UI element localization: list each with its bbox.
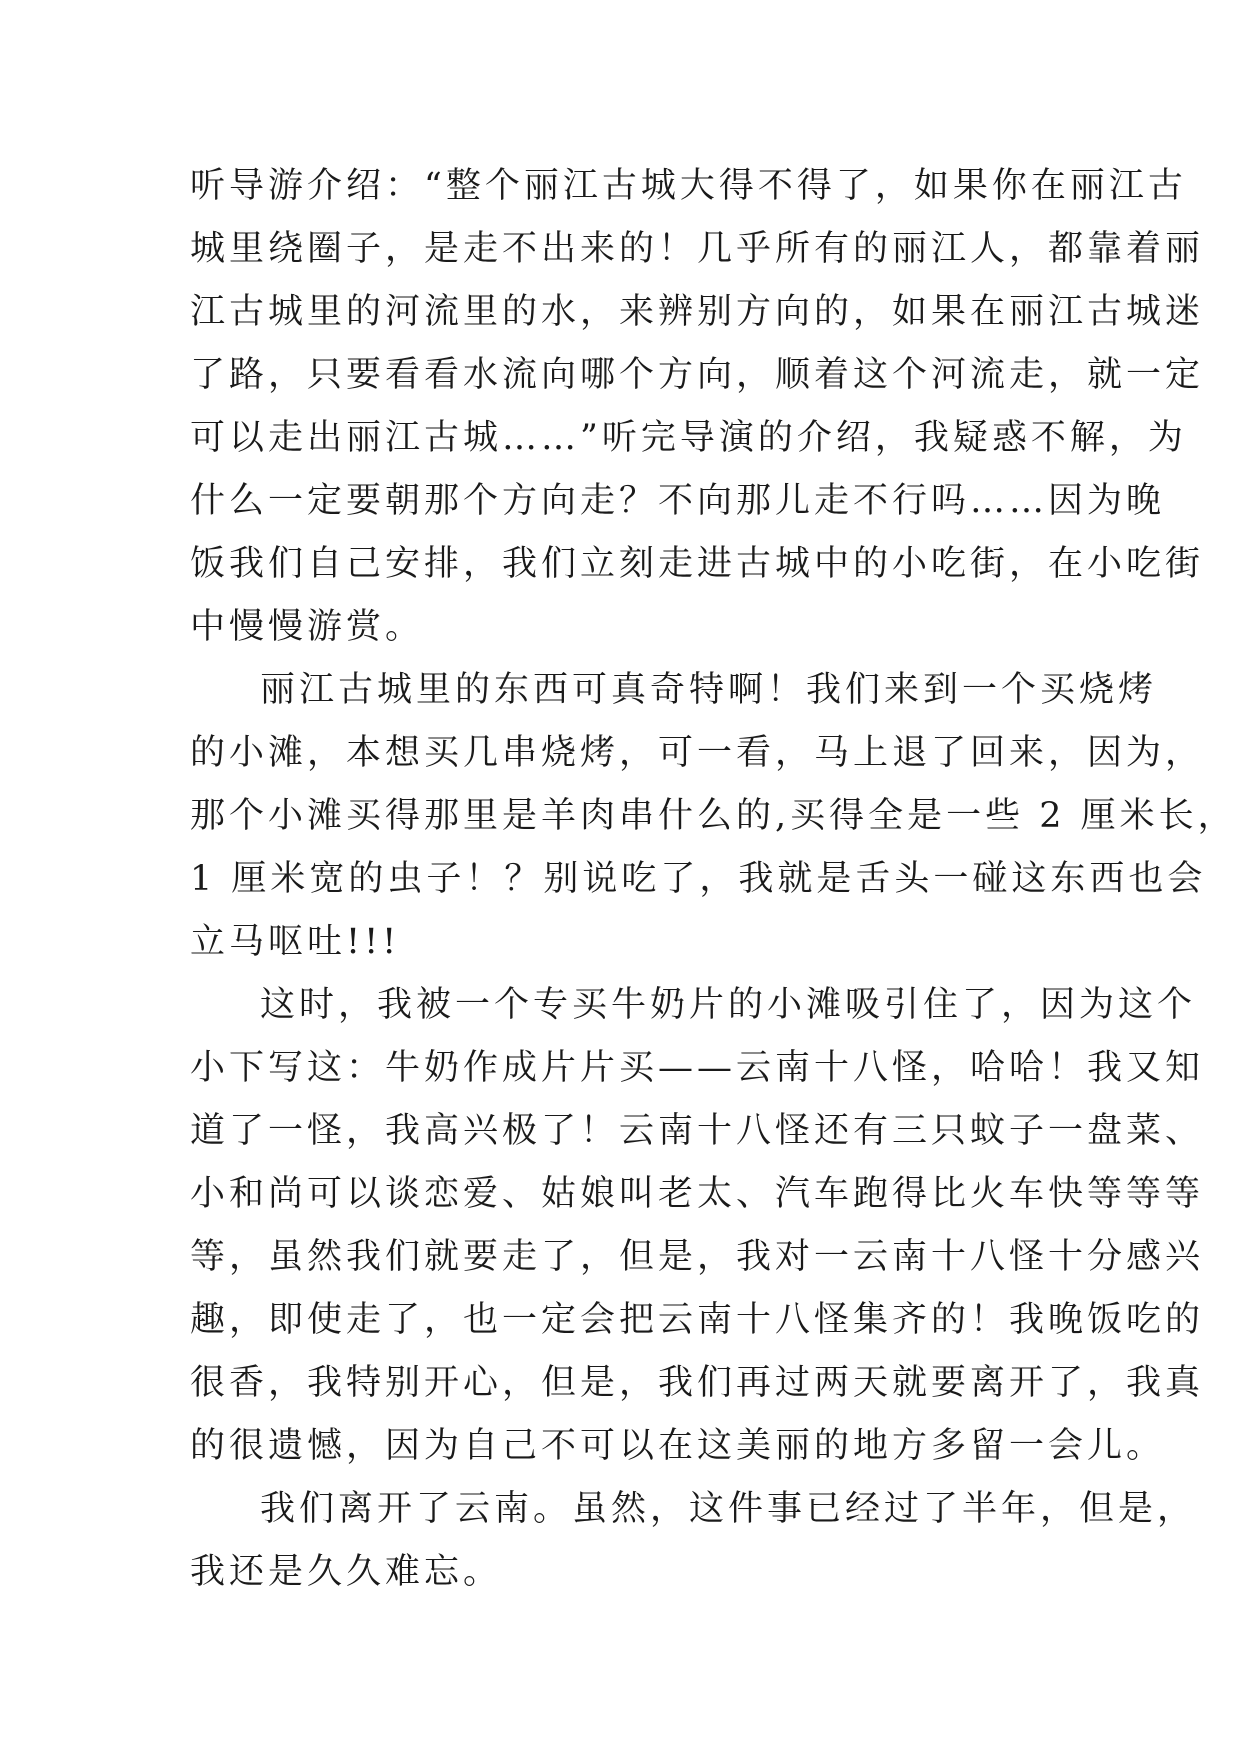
text-line: 我们离开了云南。虽然，这件事已经过了半年，但是， bbox=[260, 1489, 1197, 1529]
paragraph-4 bbox=[190, 1478, 1197, 1604]
article-body bbox=[190, 155, 1237, 1604]
text-line: 很香，我特别开心，但是，我们再过两天就要离开了，我真 bbox=[190, 1363, 1205, 1403]
text-line: 了路，只要看看水流向哪个方向，顺着这个河流走，就一定 bbox=[190, 355, 1205, 395]
text-line: 道了一怪，我高兴极了！云南十八怪还有三只蚊子一盘菜、 bbox=[190, 1111, 1205, 1151]
paragraph-3 bbox=[190, 974, 1205, 1478]
text-line: 的小滩，本想买几串烧烤，可一看，马上退了回来，因为， bbox=[190, 733, 1205, 773]
text-line: 的很遗憾，因为自己不可以在这美丽的地方多留一会儿。 bbox=[190, 1426, 1166, 1466]
text-line: 小下写这：牛奶作成片片买——云南十八怪，哈哈！我又知 bbox=[190, 1048, 1205, 1088]
text-line: 那个小滩买得那里是羊肉串什么的,买得全是一些 2 厘米长， bbox=[190, 796, 1237, 836]
text-line: 这时，我被一个专买牛奶片的小滩吸引住了，因为这个 bbox=[260, 985, 1197, 1025]
text-line: 中慢慢游赏。 bbox=[190, 607, 425, 647]
text-line: 趣，即使走了，也一定会把云南十八怪集齐的！我晚饭吃的 bbox=[190, 1300, 1205, 1340]
text-line: 1 厘米宽的虫子！？别说吃了，我就是舌头一碰这东西也会 bbox=[190, 859, 1207, 899]
text-line: 立马呕吐!!! bbox=[190, 922, 401, 962]
text-line: 什么一定要朝那个方向走？不向那儿走不行吗……因为晚 bbox=[190, 481, 1166, 521]
text-line: 我还是久久难忘。 bbox=[190, 1552, 503, 1592]
text-line: 江古城里的河流里的水，来辨别方向的，如果在丽江古城迷 bbox=[190, 292, 1205, 332]
text-line: 丽江古城里的东西可真奇特啊！我们来到一个买烧烤 bbox=[260, 670, 1158, 710]
paragraph-2 bbox=[190, 659, 1237, 974]
text-line: 小和尚可以谈恋爱、姑娘叫老太、汽车跑得比火车快等等等 bbox=[190, 1174, 1205, 1214]
text-line: 城里绕圈子，是走不出来的！几乎所有的丽江人，都靠着丽 bbox=[190, 229, 1205, 269]
text-line: 饭我们自己安排，我们立刻走进古城中的小吃街，在小吃街 bbox=[190, 544, 1205, 584]
text-line: 等，虽然我们就要走了，但是，我对一云南十八怪十分感兴 bbox=[190, 1237, 1205, 1277]
text-line: 听导游介绍：“整个丽江古城大得不得了，如果你在丽江古 bbox=[190, 166, 1187, 206]
text-line: 可以走出丽江古城……”听完导演的介绍，我疑惑不解，为 bbox=[190, 418, 1187, 458]
paragraph-1 bbox=[190, 155, 1205, 659]
